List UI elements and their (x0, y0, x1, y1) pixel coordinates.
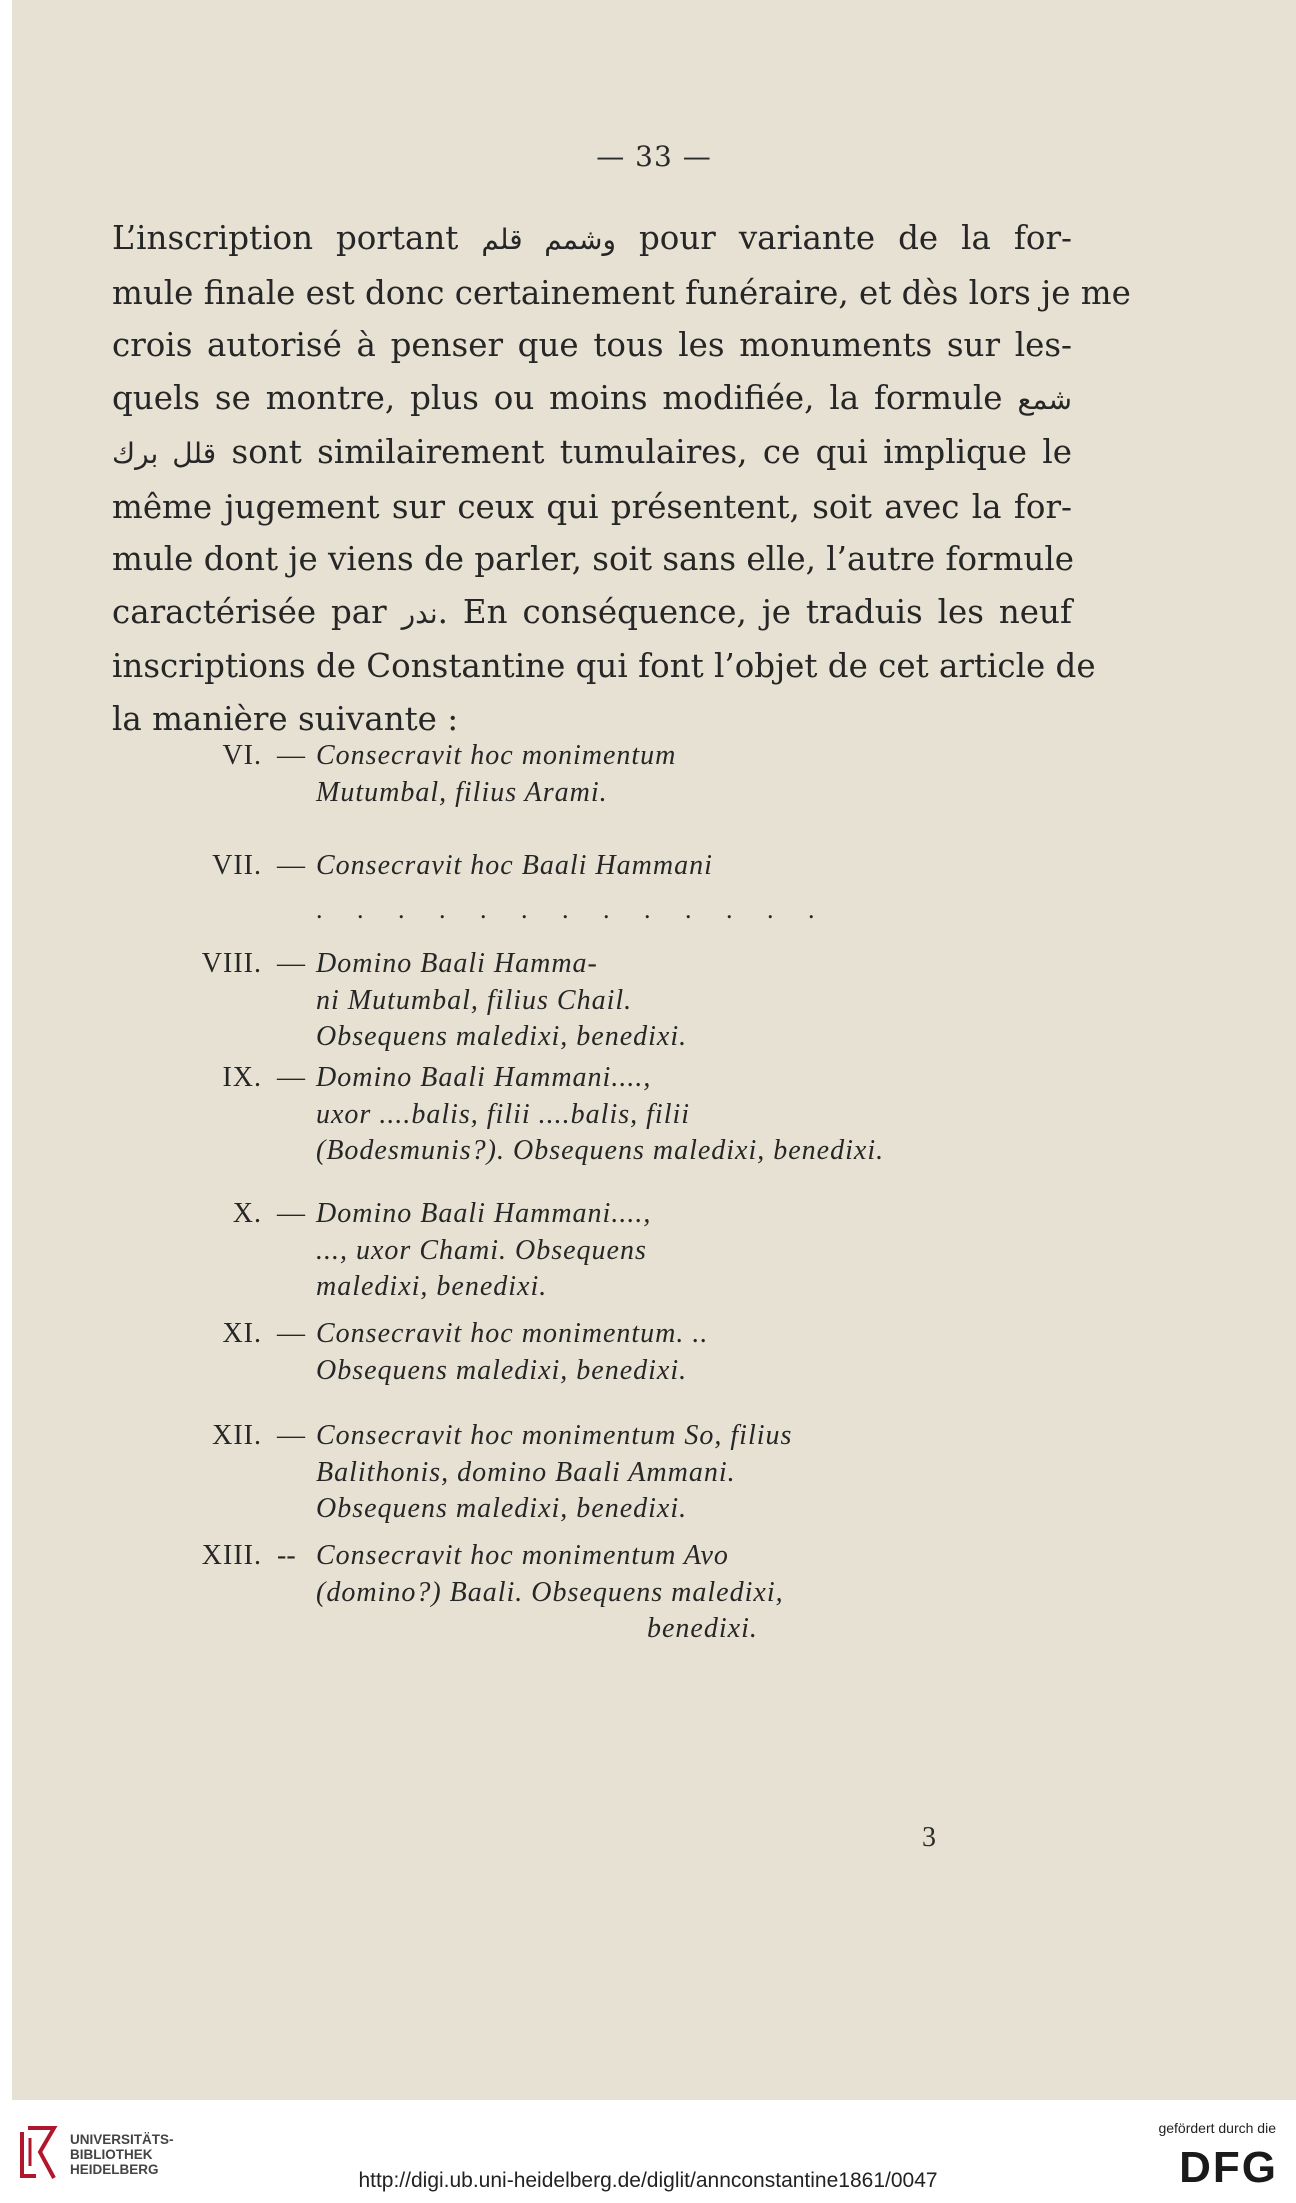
line-text: crois autorisé à penser que tous les monuments sur les- (112, 326, 1072, 364)
paragraph-line (112, 267, 1131, 320)
entry-number: VI. (222, 740, 262, 771)
paragraph-line (112, 372, 1072, 427)
entry-line: Consecravit hoc Baali Hammani (316, 850, 713, 881)
entry-line: Obsequens maledixi, benedixi. (316, 1354, 688, 1386)
line-text: caractérisée par (112, 592, 402, 631)
entry-number: XIII. (201, 1540, 262, 1571)
entry-line: maledixi, benedixi. (316, 1271, 548, 1302)
arabic-text: شمع (1017, 382, 1072, 416)
arabic-text: ندر (401, 596, 438, 630)
paragraph-line (112, 586, 1072, 641)
entry-line: Consecravit hoc monimentum Avo (316, 1540, 729, 1571)
line-text: inscriptions de Constantine qui font l’objet de cet article de (112, 647, 1096, 685)
paragraph-line (112, 533, 1072, 586)
arabic-text: وشمم قلم (481, 223, 616, 256)
entry-line: Consecravit hoc monimentum So, filius (316, 1420, 793, 1451)
entry-line: Domino Baali Hammani...., (316, 1062, 652, 1093)
entry-number: XI. (222, 1318, 262, 1349)
body-paragraph (112, 212, 1131, 745)
line-text: la manière suivante : (112, 699, 459, 738)
entry-line: (Bodesmunis?). Obsequens maledixi, benedixi. (316, 1135, 885, 1166)
entry-line: Consecravit hoc monimentum. .. (316, 1318, 709, 1349)
entry-dash: — (277, 1062, 305, 1093)
entry-line: uxor ....balis, filii ....balis, filii (316, 1098, 691, 1130)
line-text: quels se montre, plus ou moins modifiée, la formule (112, 378, 1018, 417)
paragraph-line (112, 481, 1072, 534)
dfg-logo: DFG (1179, 2143, 1278, 2192)
entry-dash: — (277, 1198, 305, 1229)
paragraph-line (112, 693, 1072, 746)
entry-line: (domino?) Baali. Obsequens maledixi, (316, 1576, 784, 1608)
line-text: mule finale est donc certainement funéraire, et dès lors je me (112, 273, 1131, 312)
paragraph-line (112, 426, 1072, 481)
entry-line: ni Mutumbal, filius Chail. (316, 984, 633, 1016)
entry-dash: — (277, 1318, 305, 1349)
entry-number: VII. (212, 850, 262, 881)
lacuna-dots: . . . . . . . . . . . . . (316, 894, 829, 924)
entry-line: Domino Baali Hamma- (316, 948, 598, 979)
entry-line: Consecravit hoc monimentum (316, 740, 677, 771)
line-text: même jugement sur ceux qui présentent, soit avec la for- (112, 487, 1072, 526)
entry-number: IX. (222, 1062, 262, 1093)
line-text: . En conséquence, je traduis les neuf (437, 592, 1072, 631)
entry-dash: — (277, 850, 305, 881)
entry-number: X. (232, 1198, 262, 1229)
paragraph-line (112, 640, 1096, 693)
scanned-page (12, 0, 1296, 2100)
entry-line: Obsequens maledixi, benedixi. (316, 1021, 688, 1052)
permalink-url[interactable]: http://digi.ub.uni-heidelberg.de/diglit/annconstantine1861/0047 (358, 2169, 938, 2192)
entry-number: VIII. (201, 948, 262, 979)
signature-mark: 3 (922, 1822, 936, 1853)
entry-dash: — (277, 1420, 305, 1451)
entry-line: ..., uxor Chami. Obsequens (316, 1234, 647, 1266)
entry-line: Domino Baali Hammani...., (316, 1198, 652, 1229)
entry-dash: -- (277, 1540, 296, 1571)
line-text: mule dont je viens de parler, soit sans elle, l’autre formule (112, 540, 1074, 578)
entry-dash: — (277, 740, 305, 771)
line-text: sont similairement tumulaires, ce qui implique le (216, 433, 1072, 471)
funded-by-label: gefördert durch die (1158, 2120, 1276, 2136)
line-text: L’inscription portant (112, 219, 482, 257)
paragraph-line (112, 319, 1072, 372)
entry-line: benedixi. (647, 1613, 758, 1644)
entry-line: Balithonis, domino Baali Ammani. (316, 1456, 736, 1488)
line-text: pour variante de la for- (616, 219, 1072, 257)
page-number: — 33 — (596, 140, 712, 173)
library-name: UNIVERSITÄTS- BIBLIOTHEK HEIDELBERG (70, 2132, 174, 2177)
entry-number: XII. (212, 1420, 262, 1451)
paragraph-line (112, 212, 1072, 267)
entry-line: Obsequens maledixi, benedixi. (316, 1493, 688, 1524)
entry-line: Mutumbal, filius Arami. (316, 776, 608, 808)
arabic-text: قلل برك (112, 437, 217, 470)
entry-dash: — (277, 948, 305, 979)
